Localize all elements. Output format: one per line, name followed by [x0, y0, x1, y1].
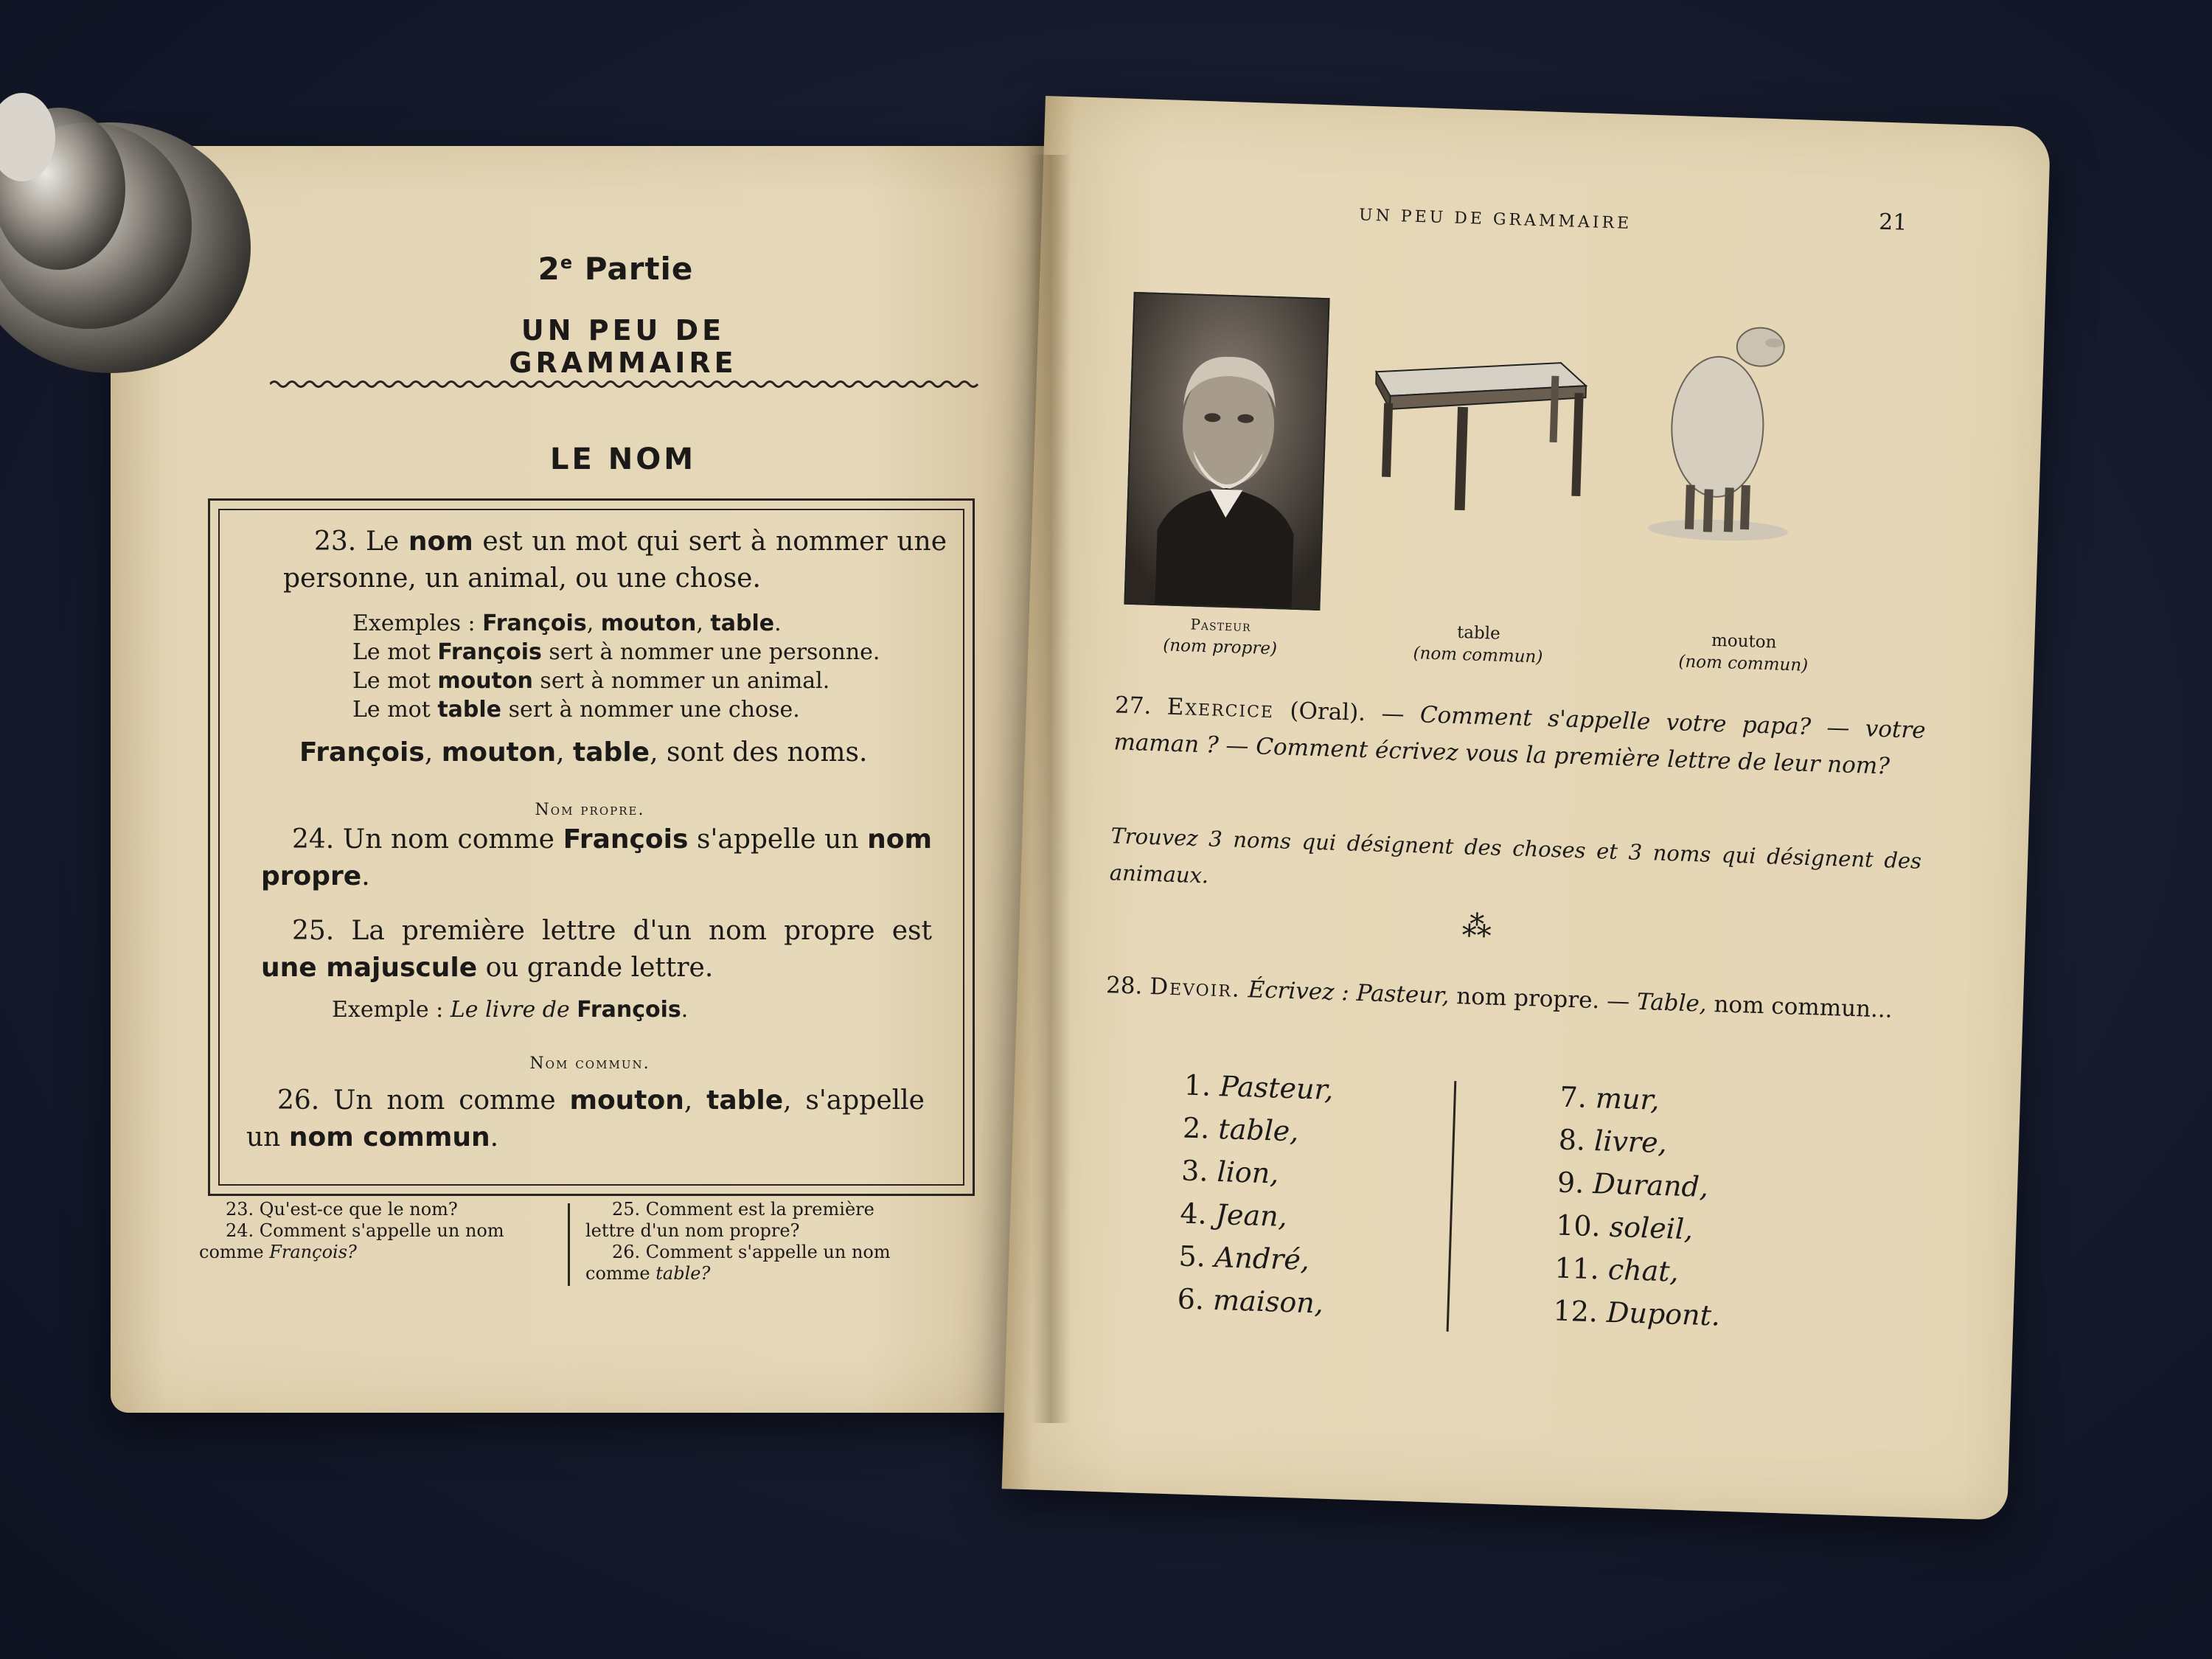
list-item: 9. Durand,: [1557, 1166, 1709, 1203]
list-item: 2. table,: [1182, 1111, 1300, 1148]
question-26-cont: comme table?: [585, 1263, 711, 1284]
caption-table: table: [1456, 622, 1501, 644]
examples-line: Exemples : François, mouton, table.: [352, 611, 782, 636]
questions-right: [585, 1199, 951, 1284]
example-25: Exemple : Le livre de François.: [332, 997, 689, 1023]
part-subtitle: UN PEU DE GRAMMAIRE: [509, 314, 737, 379]
word-list-right: [1553, 1076, 1812, 1340]
example-line-1: Le mot François sert à nommer une personne.: [352, 639, 880, 665]
asterism: ⁂: [1461, 909, 1492, 945]
question-24: 24. Comment s'appelle un nom: [226, 1220, 504, 1241]
question-23: 23. Qu'est-ce que le nom?: [226, 1199, 458, 1220]
list-item: 12. Dupont.: [1552, 1294, 1721, 1332]
portrait-icon: [1125, 293, 1328, 609]
question-26: 26. Comment s'appelle un nom: [612, 1242, 891, 1262]
para-25: 25. La première lettre d'un nom propre est une majuscule ou grande lettre.: [261, 916, 932, 983]
list-divider: [1447, 1081, 1457, 1332]
question-25: 25. Comment est la première: [612, 1199, 874, 1220]
section-title: LE NOM: [549, 442, 697, 476]
example-line-3: Le mot table sert à nommer une chose.: [352, 697, 800, 723]
right-page: [1002, 96, 2051, 1520]
page-number: 21: [1878, 209, 1907, 236]
list-item: 11. chat,: [1554, 1251, 1680, 1288]
list-item: 5. André,: [1178, 1239, 1310, 1277]
list-item: 1. Pasteur,: [1183, 1068, 1335, 1106]
exercise-27: 27. Exercice (Oral). — Comment s'appelle votre papa? — votre maman ? — Comment écrivez vous la première lettre de leur nom?: [1113, 692, 1927, 780]
list-item: 10. soleil,: [1555, 1208, 1694, 1246]
example-line-2: Le mot mouton sert à nommer un animal.: [352, 668, 830, 694]
caption-pasteur-sub: (nom propre): [1162, 636, 1278, 659]
table-image: [1357, 349, 1599, 519]
part-title: 2e Partie: [538, 251, 694, 287]
caption-pasteur: Pasteur: [1190, 615, 1251, 636]
examples-block: [352, 609, 913, 724]
heading-nom-propre: Nom propre.: [535, 801, 645, 819]
list-item: 4. Jean,: [1179, 1197, 1288, 1234]
question-25-cont: lettre d'un nom propre?: [585, 1220, 800, 1241]
list-item: 8. livre,: [1558, 1123, 1668, 1160]
sheep-image: [1644, 314, 1813, 555]
list-item: 3. lion,: [1180, 1154, 1280, 1190]
questions-divider: [568, 1203, 570, 1286]
caption-mouton-sub: (nom commun): [1678, 652, 1809, 675]
wavy-divider: [270, 378, 981, 391]
word-list-left: [1177, 1064, 1406, 1327]
exercise-27-instruction: Trouvez 3 noms qui désignent des choses et 3 noms qui désignent des animaux.: [1109, 823, 1922, 888]
question-24-cont: comme François?: [199, 1242, 357, 1262]
caption-mouton: mouton: [1711, 630, 1777, 653]
summary-line: François, mouton, table, sont des noms.: [299, 737, 868, 768]
devoir-28: 28. Devoir. Écrivez : Pasteur, nom propre. — Table, nom commun...: [1105, 972, 1893, 1023]
list-item: 7. mur,: [1559, 1080, 1660, 1116]
caption-table-sub: (nom commun): [1413, 644, 1543, 667]
para-24: 24. Un nom comme François s'appelle un nom propre.: [261, 824, 932, 891]
questions-left: [199, 1199, 560, 1263]
para-26: 26. Un nom comme mouton, table, s'appelle un nom commun.: [246, 1085, 925, 1152]
para-23: 23. Le nom est un mot qui sert à nommer une personne, un animal, ou une chose.: [283, 526, 947, 594]
running-header: UN PEU DE GRAMMAIRE: [1358, 206, 1632, 234]
portrait-image: [1124, 292, 1329, 611]
list-item: 6. maison,: [1177, 1282, 1324, 1320]
heading-nom-commun: Nom commun.: [529, 1054, 650, 1073]
